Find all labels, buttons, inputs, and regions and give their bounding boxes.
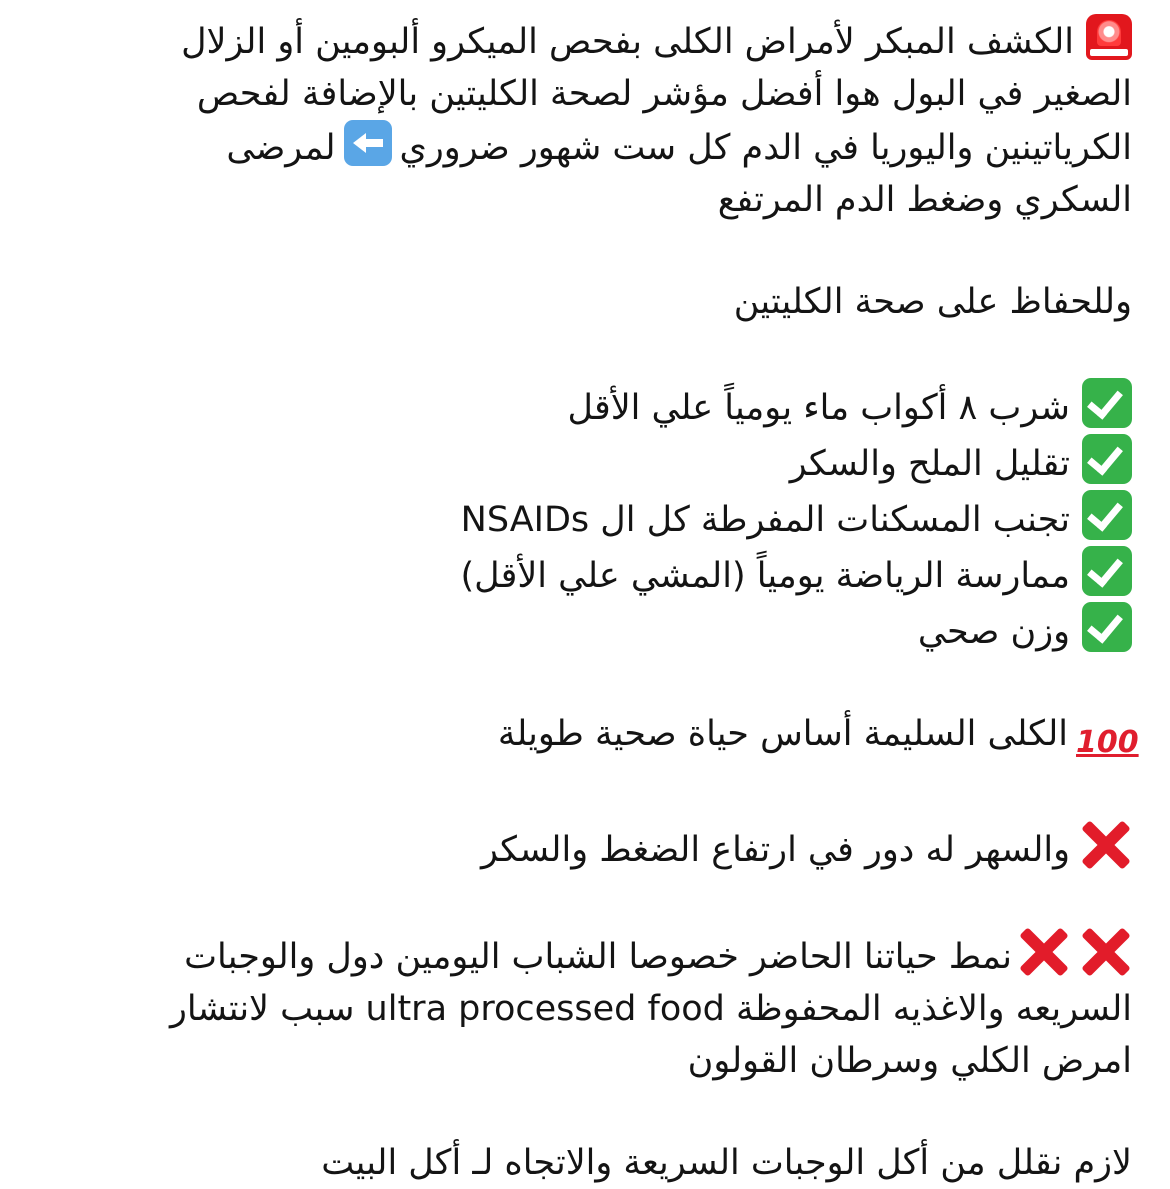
police-car-light-icon: [1086, 14, 1132, 60]
cross-mark-icon: [1080, 819, 1132, 871]
healthy-kidneys-line: 100الكلى السليمة أساس حياة صحية طويلة: [32, 708, 1132, 769]
paragraph-line: الصغير في البول هوا أفضل مؤشر لصحة الكليتين بالإضافة لفحص: [196, 74, 1132, 114]
check-mark-icon: [1082, 546, 1132, 596]
lifestyle-paragraph: [32, 926, 1132, 1087]
paragraph-line: نمط حياتنا الحاضر خصوصا الشباب اليومين دول والوجبات: [32, 926, 1132, 983]
left-arrow-icon: [344, 120, 392, 166]
section-heading: وللحفاظ على صحة الكليتين: [733, 282, 1132, 322]
checklist-item: ممارسة الرياضة يومياً (المشي علي الأقل): [32, 546, 1132, 602]
kidney-care-checklist: [32, 378, 1132, 658]
check-mark-icon: [1082, 434, 1132, 484]
closing-line: لازم نقلل من أكل الوجبات السريعة والاتجاه لـ أكل البيت: [321, 1143, 1132, 1183]
paragraph-line: الكشف المبكر لأمراض الكلى بفحص الميكرو ألبومين أو الزلال: [32, 14, 1132, 68]
check-mark-icon: [1082, 602, 1132, 652]
check-mark-icon: [1082, 490, 1132, 540]
checklist-item: تقليل الملح والسكر: [32, 434, 1132, 490]
post-body: [32, 0, 1139, 1189]
checklist-item: تجنب المسكنات المفرطة كل ال NSAIDs: [32, 490, 1132, 546]
cross-mark-icon: [1018, 926, 1070, 978]
paragraph-line: الكرياتينين واليوريا في الدم كل ست شهور ضروريلمرضى: [32, 120, 1132, 174]
paragraph-line: السكري وضغط الدم المرتفع: [717, 180, 1132, 220]
checklist-item: شرب ٨ أكواب ماء يومياً علي الأقل: [32, 378, 1132, 434]
checklist-item: وزن صحي: [32, 602, 1132, 658]
check-mark-icon: [1082, 378, 1132, 428]
sleep-warning-line: والسهر له دور في ارتفاع الضغط والسكر: [32, 819, 1132, 876]
paragraph-line: امرض الكلي وسرطان القولون: [687, 1041, 1132, 1081]
english-term: ultra processed food: [365, 989, 725, 1029]
cross-mark-icon: [1080, 926, 1132, 978]
paragraph-line: السريعه والاغذيه المحفوظة ultra processed food سبب لانتشار: [169, 989, 1132, 1029]
early-detection-paragraph: [32, 14, 1132, 226]
hundred-points-icon: 100: [1076, 725, 1139, 760]
